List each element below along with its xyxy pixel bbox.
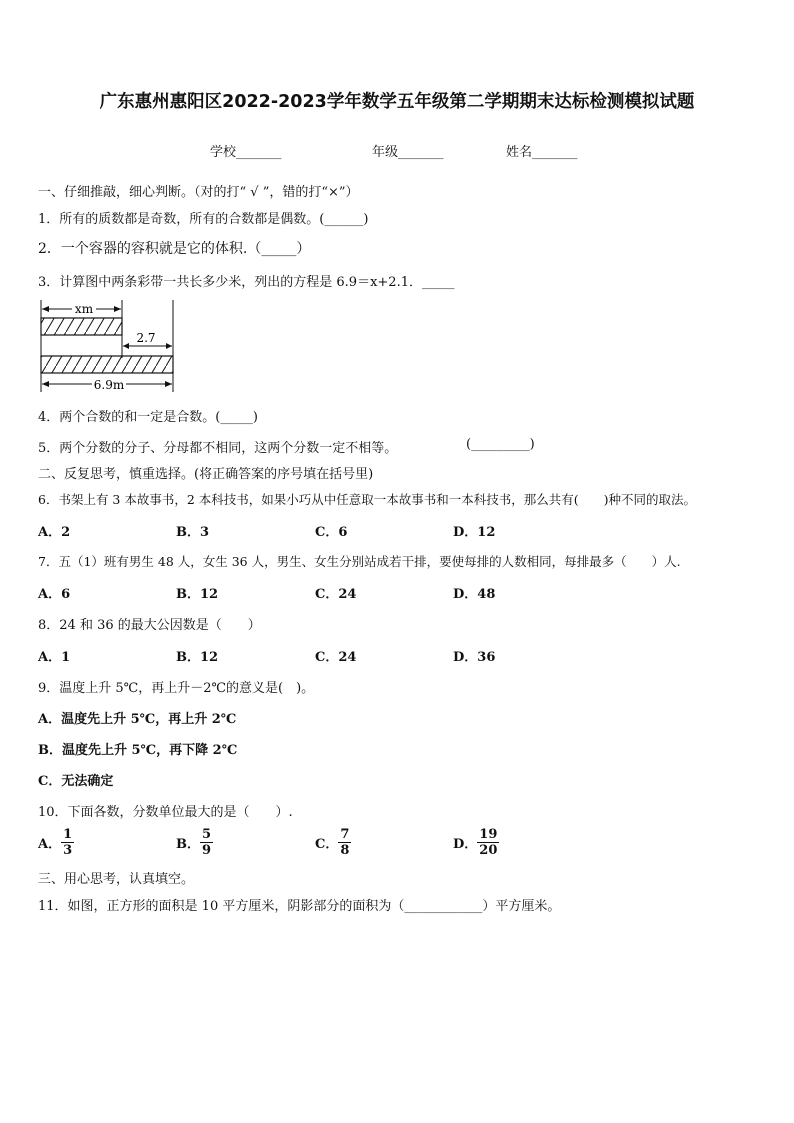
q9-option-b: B．温度先上升 5℃，再下降 2℃ (38, 743, 238, 758)
question-3: 3．计算图中两条彩带一共长多少米，列出的方程是 6.9＝x+2.1．_____ (38, 275, 455, 290)
question-5-blank: (_________) (466, 437, 535, 452)
q9-option-c: C．无法确定 (38, 774, 114, 789)
question-5: 5．两个分数的分子、分母都不相同，这两个分数一定不相等。 (38, 441, 398, 456)
ribbon-total-label: 6.9m (93, 378, 125, 392)
q8-option-a: A．1 (38, 650, 71, 665)
q9-option-a: A．温度先上升 5℃，再上升 2℃ (38, 712, 237, 727)
school-field: 学校_______ (210, 145, 282, 160)
question-1: 1．所有的质数都是奇数，所有的合数都是偶数。(______) (38, 212, 369, 227)
page-title: 广东惠州惠阳区2022-2023学年数学五年级第二学期期末达标检测模拟试题 (99, 92, 695, 112)
q8-option-c: C．24 (315, 650, 357, 665)
ribbon-bottom (41, 356, 173, 373)
ribbon-top (41, 318, 122, 335)
q10-option-c: C． $\frac{7}{8}$ (315, 827, 350, 858)
q6-option-b: B．3 (176, 525, 210, 540)
q7-option-b: B．12 (176, 587, 219, 602)
section-3-heading: 三、用心思考，认真填空。 (38, 872, 195, 887)
q6-option-a: A．2 (38, 525, 71, 540)
fraction: $\frac{5}{9}$ (202, 827, 212, 858)
name-field: 姓名_______ (506, 145, 578, 160)
question-7: 7．五（1）班有男生 48 人，女生 36 人，男生、女生分别站成若干排，要使每排的人数相同，每排最多（ ）人. (38, 554, 681, 569)
question-2: 2．一个容器的容积就是它的体积.（_____） (38, 241, 311, 257)
ribbon-figure (36, 298, 181, 394)
fraction: $\frac{7}{8}$ (340, 827, 350, 858)
q10-option-d: D． $\frac{19}{20}$ (453, 827, 498, 858)
ribbon-2-7-label: 2.7 (136, 331, 156, 345)
question-9: 9．温度上升 5℃，再上升－2℃的意义是( )。 (38, 681, 315, 696)
question-4: 4．两个合数的和一定是合数。(_____) (38, 410, 258, 425)
q6-option-d: D．12 (453, 525, 496, 540)
fraction: $\frac{19}{20}$ (479, 827, 498, 858)
q7-option-c: C．24 (315, 587, 357, 602)
q7-option-d: D．48 (453, 587, 496, 602)
grade-field: 年级_______ (372, 145, 444, 160)
fraction: $\frac{1}{3}$ (63, 827, 73, 858)
q10-option-b: B． $\frac{5}{9}$ (176, 827, 212, 858)
q10-option-a: A． $\frac{1}{3}$ (38, 827, 73, 858)
section-1-heading: 一、仔细推敲，细心判断。（对的打“ √ ”，错的打“×”） (38, 185, 359, 200)
ribbon-x-label: xm (74, 302, 94, 316)
section-2-heading: 二、反复思考，慎重选择。(将正确答案的序号填在括号里) (38, 467, 374, 482)
question-8: 8．24 和 36 的最大公因数是（ ） (38, 618, 261, 633)
question-10: 10．下面各数，分数单位最大的是（ ）. (38, 805, 293, 820)
q8-option-b: B．12 (176, 650, 219, 665)
question-11: 11．如图，正方形的面积是 10 平方厘米，阴影部分的面积为（____________）平方厘米。 (38, 899, 561, 914)
q8-option-d: D．36 (453, 650, 496, 665)
question-6: 6．书架上有 3 本故事书，2 本科技书，如果小巧从中任意取一本故事书和一本科技书，那么共有( )种不同的取法。 (38, 492, 697, 507)
q6-option-c: C．6 (315, 525, 348, 540)
q7-option-a: A．6 (38, 587, 71, 602)
